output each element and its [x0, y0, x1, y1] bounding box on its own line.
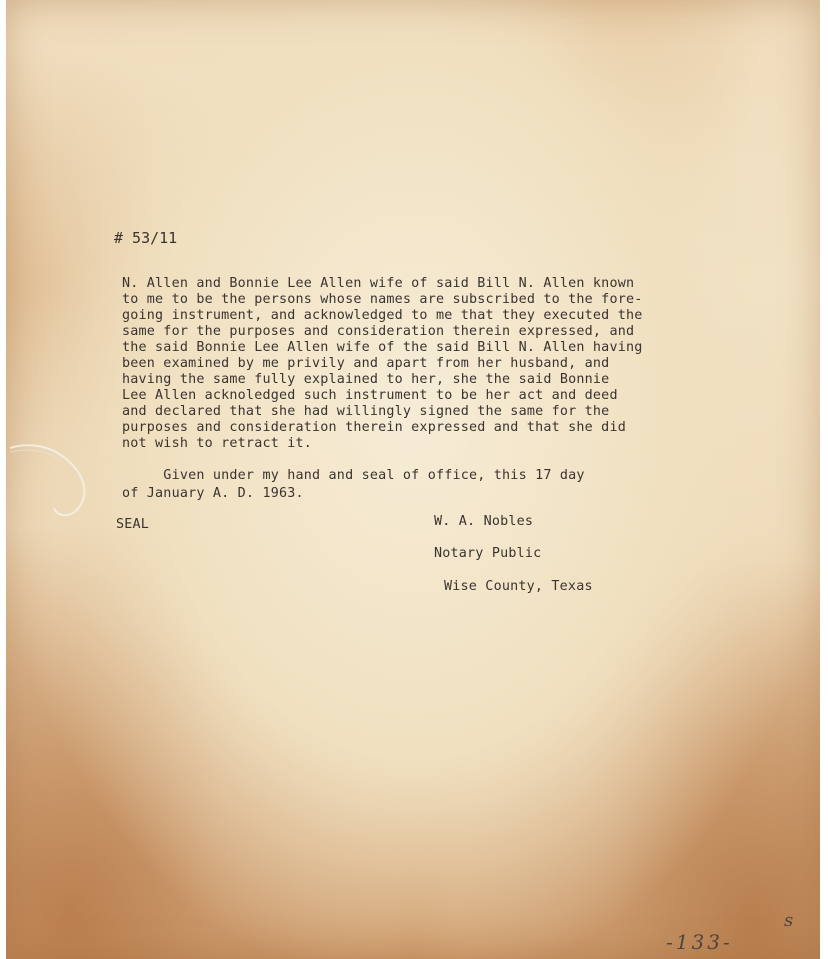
body-line: N. Allen and Bonnie Lee Allen wife of said Bill N. Allen known: [122, 276, 635, 291]
notary-title: Notary Public: [434, 546, 542, 561]
body-line: purposes and consideration therein expressed and that she did: [122, 420, 626, 435]
body-line: not wish to retract it.: [122, 436, 313, 451]
string-thread-decoration: [10, 440, 100, 530]
body-line: going instrument, and acknowledged to me that they executed the: [122, 308, 643, 323]
body-line: the said Bonnie Lee Allen wife of the said Bill N. Allen having: [122, 340, 643, 355]
body-line: Lee Allen acknoledged such instrument to be her act and deed: [122, 388, 618, 403]
given-line: of January A. D. 1963.: [122, 486, 304, 501]
given-line: Given under my hand and seal of office, this 17 day: [122, 468, 585, 483]
body-line: and declared that she had willingly signed the same for the: [122, 404, 610, 419]
document-page: [6, 0, 820, 959]
corner-mark: s: [784, 910, 797, 931]
seal-label: SEAL: [116, 517, 150, 532]
reference-number: # 53/11: [114, 229, 178, 247]
body-line: to me to be the persons whose names are subscribed to the fore-: [122, 292, 643, 307]
body-line: been examined by me privily and apart from her husband, and: [122, 356, 610, 371]
notary-county: Wise County, Texas: [444, 579, 593, 594]
body-line: same for the purposes and consideration therein expressed, and: [122, 324, 635, 339]
page-number: -133-: [666, 930, 733, 954]
body-line: having the same fully explained to her, she the said Bonnie: [122, 372, 610, 387]
notary-name: W. A. Nobles: [434, 514, 534, 529]
